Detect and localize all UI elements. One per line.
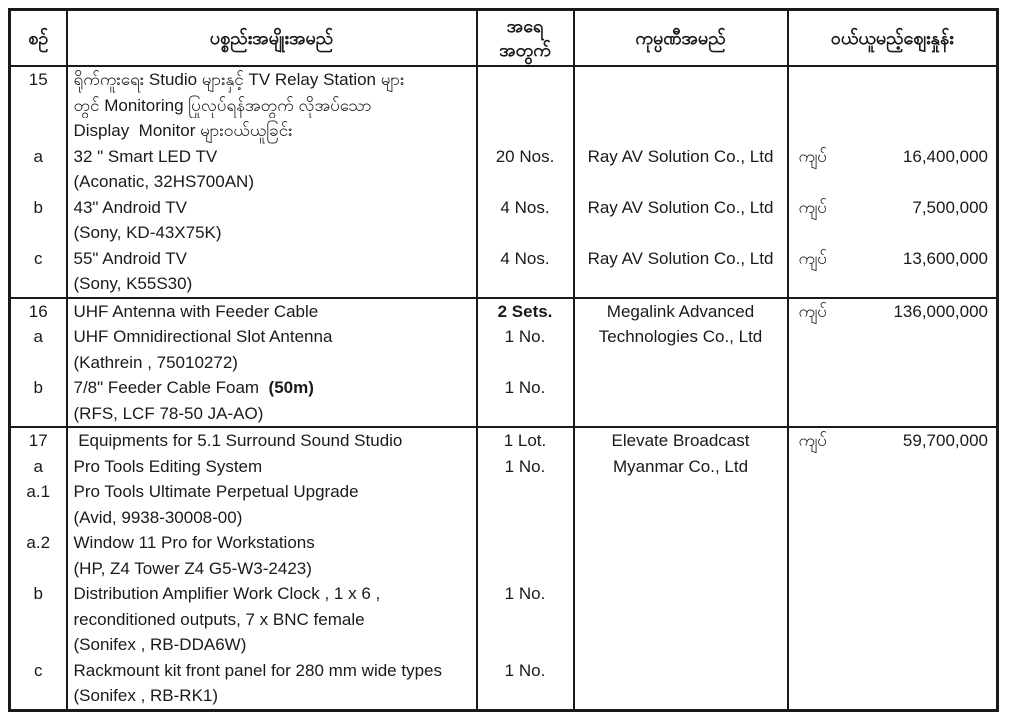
cell-serial: a.2 (26, 533, 51, 552)
cell-company-name: Elevate Broadcast (574, 427, 788, 454)
cell-serial: c (34, 660, 43, 680)
cell-company-name (574, 401, 788, 428)
cell-item-name (67, 220, 477, 246)
item-text: (Avid, 9938-30008-00) (73, 507, 243, 527)
cell-quantity (477, 401, 574, 428)
cell-quantity (477, 118, 574, 144)
table-header (10, 10, 998, 67)
cell-price (788, 298, 998, 325)
cell-company-name (574, 556, 788, 582)
cell-quantity: 20 Nos. (477, 144, 574, 170)
header-item (67, 10, 477, 67)
cell-item-name (67, 271, 477, 298)
cell-price (788, 66, 998, 93)
cell-company-name (574, 530, 788, 556)
item-text: 32 " Smart LED TV (73, 146, 218, 166)
cell-item-name (67, 375, 477, 401)
cell-price (788, 556, 998, 582)
price-row (789, 299, 997, 325)
table-row (10, 556, 998, 582)
item-text: (Kathrein , 75010272) (73, 352, 238, 372)
cell-quantity (477, 220, 574, 246)
cell-company-name: Ray AV Solution Co., Ltd (574, 246, 788, 272)
cell-quantity (477, 530, 574, 556)
cell-quantity (477, 556, 574, 582)
cell-item-name (67, 66, 477, 93)
price-amount: 59,700,000 (902, 431, 988, 450)
header-row (10, 10, 998, 67)
cell-price (788, 505, 998, 531)
cell-price (788, 427, 998, 454)
price-row (789, 246, 997, 272)
cell-item-name (67, 505, 477, 531)
cell-company-name (574, 683, 788, 710)
cell-quantity (477, 66, 574, 93)
item-text: (50m) (268, 378, 314, 397)
cell-serial (10, 632, 67, 658)
cell-serial (10, 118, 67, 144)
table-row (10, 93, 998, 119)
table-row (10, 220, 998, 246)
cell-company-name (574, 118, 788, 144)
cell-quantity: 1 No. (477, 375, 574, 401)
cell-serial (10, 220, 67, 246)
currency-label: ကျပ် (798, 146, 827, 166)
cell-price (788, 169, 998, 195)
cell-quantity: 1 No. (477, 658, 574, 684)
item-text: reconditioned outputs, 7 x BNC female (73, 609, 365, 629)
cell-item-name (67, 169, 477, 195)
currency-label: ကျပ် (798, 197, 827, 217)
cell-price (788, 401, 998, 428)
header-item-label: ပစ္စည်းအမျိုးအမည် (209, 28, 334, 48)
price-amount: 136,000,000 (893, 301, 988, 321)
table-row (10, 144, 998, 170)
cell-item-name (67, 401, 477, 428)
table-row (10, 169, 998, 195)
cell-quantity (477, 505, 574, 531)
cell-item-name (67, 195, 477, 221)
item-text: Window 11 Pro for Workstations (73, 533, 315, 552)
cell-serial: c (34, 248, 43, 268)
item-text: Distribution Amplifier Work Clock , 1 x 6 , (73, 584, 381, 603)
cell-price (788, 581, 998, 607)
cell-serial (10, 350, 67, 376)
cell-price (788, 324, 998, 350)
cell-item-name (67, 298, 477, 325)
cell-company-name (574, 658, 788, 684)
cell-item-name (67, 93, 477, 119)
item-text: Rackmount kit front panel for 280 mm wide types (73, 660, 442, 680)
cell-serial: a (33, 327, 43, 346)
cell-price (788, 375, 998, 401)
cell-serial (10, 93, 67, 119)
item-text: 7/8" Feeder Cable Foam (73, 378, 269, 397)
cell-quantity (477, 632, 574, 658)
table-row (10, 195, 998, 221)
cell-company-name (574, 632, 788, 658)
cell-quantity: 4 Nos. (477, 246, 574, 272)
cell-quantity: 1 No. (477, 324, 574, 350)
cell-company-name (574, 479, 788, 505)
table-body (10, 66, 998, 710)
price-amount: 7,500,000 (912, 197, 988, 217)
currency-label: ကျပ် (798, 301, 827, 321)
table-row (10, 479, 998, 505)
cell-quantity (477, 350, 574, 376)
cell-quantity (477, 607, 574, 633)
cell-price (788, 195, 998, 221)
cell-item-name (67, 683, 477, 710)
cell-quantity: 4 Nos. (477, 195, 574, 221)
cell-price (788, 118, 998, 144)
header-qty (477, 10, 574, 67)
table-row (10, 350, 998, 376)
cell-item-name (67, 350, 477, 376)
cell-company-name: Megalink Advanced (574, 298, 788, 325)
currency-label: ကျပ် (798, 431, 827, 450)
price-row (789, 195, 997, 221)
header-no (10, 10, 67, 67)
cell-item-name (67, 479, 477, 505)
cell-company-name (574, 581, 788, 607)
table-row (10, 632, 998, 658)
cell-company-name: Myanmar Co., Ltd (574, 454, 788, 480)
cell-company-name: Technologies Co., Ltd (574, 324, 788, 350)
cell-serial (10, 401, 67, 428)
cell-company-name (574, 66, 788, 93)
cell-price (788, 530, 998, 556)
cell-quantity (477, 683, 574, 710)
item-text: Display Monitor များဝယ်ယူခြင်း (73, 121, 293, 140)
table-row (10, 607, 998, 633)
cell-company-name: Ray AV Solution Co., Ltd (574, 195, 788, 221)
cell-price (788, 607, 998, 633)
cell-quantity (477, 271, 574, 298)
cell-serial: b (33, 584, 43, 603)
header-company-label: ကုမ္ပဏီအမည် (635, 28, 726, 48)
cell-quantity (477, 93, 574, 119)
cell-price (788, 93, 998, 119)
cell-item-name (67, 427, 477, 454)
cell-serial: 15 (10, 66, 67, 93)
cell-item-name (67, 144, 477, 170)
header-qty-line1: အရေ (506, 16, 544, 36)
item-text: Pro Tools Ultimate Perpetual Upgrade (73, 482, 359, 501)
item-text: (HP, Z4 Tower Z4 G5-W3-2423) (73, 558, 312, 578)
table-row (10, 271, 998, 298)
cell-price (788, 658, 998, 684)
cell-serial (10, 505, 67, 531)
header-no-label: စဉ် (28, 28, 49, 48)
cell-company-name (574, 271, 788, 298)
price-amount: 16,400,000 (902, 146, 988, 166)
cell-quantity: 1 No. (477, 454, 574, 480)
table-row (10, 683, 998, 710)
header-qty-line2: အတွက် (499, 40, 551, 60)
table-row (10, 375, 998, 401)
table-row (10, 505, 998, 531)
table-row (10, 324, 998, 350)
cell-company-name (574, 375, 788, 401)
cell-quantity: 1 No. (477, 581, 574, 607)
cell-company-name: Ray AV Solution Co., Ltd (574, 144, 788, 170)
cell-quantity: 1 Lot. (477, 427, 574, 454)
cell-serial: a (33, 456, 43, 476)
item-text: Equipments for 5.1 Surround Sound Studio (73, 431, 403, 450)
table-row (10, 427, 998, 454)
item-text: 55" Android TV (73, 248, 187, 268)
cell-serial: a.1 (26, 482, 51, 501)
cell-quantity: 2 Sets. (477, 298, 574, 325)
procurement-table (8, 8, 999, 712)
cell-company-name (574, 607, 788, 633)
cell-company-name (574, 505, 788, 531)
item-text: တွင် Monitoring ပြုလုပ်ရန်အတွက် လိုအပ်သော (73, 95, 372, 115)
cell-quantity (477, 479, 574, 505)
cell-price (788, 683, 998, 710)
item-text: 43" Android TV (73, 197, 187, 217)
cell-serial (10, 169, 67, 195)
table-row (10, 454, 998, 480)
cell-item-name (67, 581, 477, 607)
item-text: (Sonifex , RB-DDA6W) (73, 635, 247, 654)
item-text: (Sony, KD-43X75K) (73, 223, 222, 242)
cell-price (788, 246, 998, 272)
cell-item-name (67, 454, 477, 480)
cell-item-name (67, 607, 477, 633)
cell-serial: 16 (10, 298, 67, 325)
table-row (10, 66, 998, 93)
cell-price (788, 220, 998, 246)
cell-serial (10, 271, 67, 298)
price-row (789, 144, 997, 170)
cell-price (788, 479, 998, 505)
item-text: UHF Antenna with Feeder Cable (73, 301, 319, 321)
cell-price (788, 144, 998, 170)
cell-serial: 17 (10, 427, 67, 454)
cell-item-name (67, 530, 477, 556)
cell-item-name (67, 118, 477, 144)
cell-serial: b (33, 197, 43, 217)
table-row (10, 246, 998, 272)
cell-serial: a (33, 146, 43, 166)
item-text: UHF Omnidirectional Slot Antenna (73, 327, 333, 346)
table-row (10, 118, 998, 144)
item-text: Pro Tools Editing System (73, 456, 263, 476)
item-text: (RFS, LCF 78-50 JA-AO) (73, 403, 264, 423)
item-text: (Sonifex , RB-RK1) (73, 686, 219, 705)
item-text: ရိုက်ကူးရေး Studio များနှင့် TV Relay Station များ (73, 70, 405, 89)
cell-item-name (67, 556, 477, 582)
table-row (10, 581, 998, 607)
cell-company-name (574, 350, 788, 376)
price-amount: 13,600,000 (902, 248, 988, 268)
cell-item-name (67, 246, 477, 272)
cell-company-name (574, 169, 788, 195)
table-row (10, 658, 998, 684)
cell-item-name (67, 632, 477, 658)
header-price (788, 10, 998, 67)
header-company (574, 10, 788, 67)
cell-serial (10, 607, 67, 633)
cell-price (788, 271, 998, 298)
table-row (10, 401, 998, 428)
cell-price (788, 632, 998, 658)
table-row (10, 298, 998, 325)
cell-serial (10, 683, 67, 710)
cell-serial (10, 556, 67, 582)
cell-price (788, 350, 998, 376)
item-text: (Aconatic, 32HS700AN) (73, 172, 254, 191)
cell-quantity (477, 169, 574, 195)
header-price-label: ဝယ်ယူမည့်ဈေးနှုန်း (830, 28, 954, 48)
table-row (10, 530, 998, 556)
price-row (789, 428, 997, 454)
cell-company-name (574, 93, 788, 119)
cell-serial: b (33, 378, 43, 397)
cell-item-name (67, 324, 477, 350)
cell-item-name (67, 658, 477, 684)
cell-price (788, 454, 998, 480)
currency-label: ကျပ် (798, 248, 827, 268)
cell-company-name (574, 220, 788, 246)
item-text: (Sony, K55S30) (73, 274, 193, 293)
